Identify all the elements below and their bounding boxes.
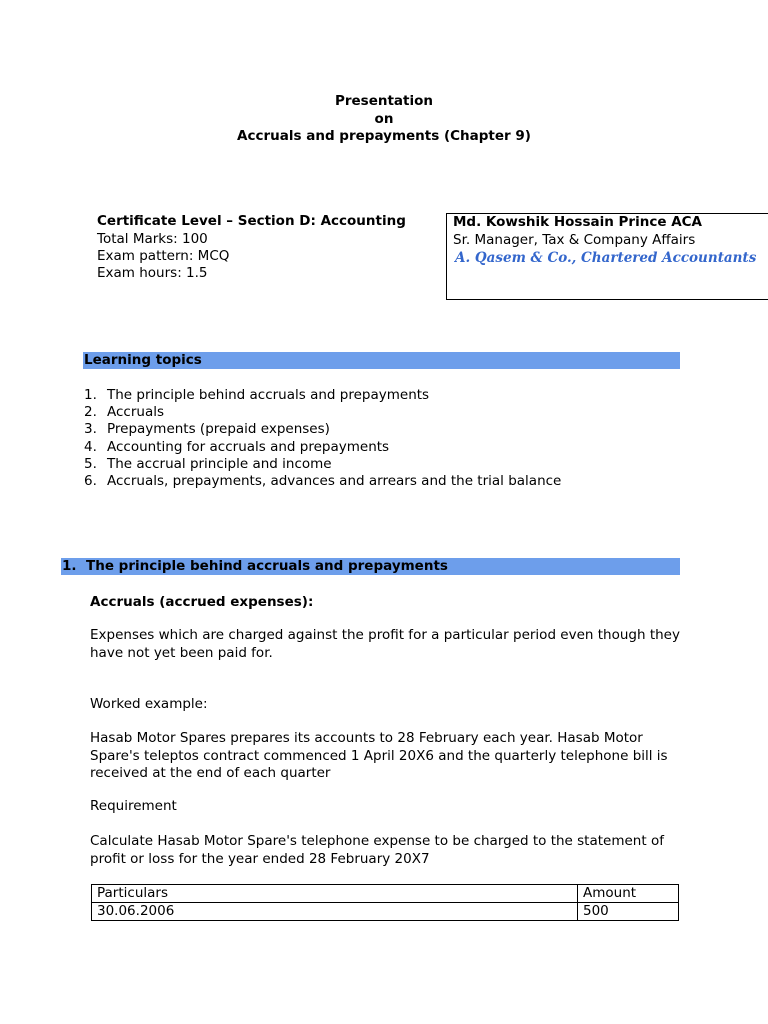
exam-level-title: Certificate Level – Section D: Accounting	[97, 213, 406, 229]
example-text: Hasab Motor Spares prepares its accounts to 28 February each year. Hasab Motor Spare's teleptos contract commenced 1 April 20X6 and the quarterly telephone bill is received at the end of each quarter	[90, 730, 668, 781]
list-item	[84, 387, 561, 404]
list-item	[84, 421, 561, 438]
exam-total-marks: Total Marks: 100	[97, 231, 208, 247]
requirement-label: Requirement	[90, 798, 177, 814]
exam-hours: Exam hours: 1.5	[97, 265, 208, 281]
section-1-heading	[61, 558, 680, 575]
table-cell-amount: 500	[578, 903, 679, 921]
title-line-on: on	[374, 111, 394, 127]
section-1-number: 1.	[62, 558, 77, 574]
presenter-firm: A. Qasem & Co., Chartered Accountants	[455, 250, 757, 266]
worked-example-label: Worked example:	[90, 696, 208, 712]
presenter-name: Md. Kowshik Hossain Prince ACA	[453, 214, 702, 230]
presenter-role: Sr. Manager, Tax & Company Affairs	[453, 232, 696, 248]
table-header-amount: Amount	[578, 885, 679, 903]
learning-topics-list	[84, 387, 561, 490]
requirement-text: Calculate Hasab Motor Spare's telephone expense to be charged to the statement of profit or loss for the year ended 28 February 20X7	[90, 833, 664, 867]
table-row	[92, 903, 679, 921]
list-item	[84, 439, 561, 456]
list-item	[84, 473, 561, 490]
list-item	[84, 404, 561, 421]
section-1-title: The principle behind accruals and prepayments	[86, 558, 448, 574]
list-item-number: 2.	[84, 404, 97, 421]
list-item-number: 4.	[84, 438, 97, 455]
learning-topics-heading	[83, 352, 680, 369]
list-item-text: Accounting for accruals and prepayments	[107, 438, 390, 455]
list-item-number: 1.	[84, 387, 97, 403]
exam-pattern: Exam pattern: MCQ	[97, 248, 230, 264]
document-title: Accruals and prepayments (Chapter 9)	[237, 128, 531, 144]
accruals-subheading: Accruals (accrued expenses):	[90, 594, 314, 610]
list-item-number: 3.	[84, 421, 97, 438]
telephone-expense-table	[91, 884, 679, 921]
learning-topics-label: Learning topics	[84, 352, 202, 368]
list-item-number: 5.	[84, 455, 97, 472]
table-header-row	[92, 885, 679, 903]
table-cell-particulars: 30.06.2006	[92, 903, 578, 921]
list-item-text: The accrual principle and income	[107, 455, 332, 472]
title-line-presentation: Presentation	[334, 93, 434, 109]
presenter-box	[446, 213, 768, 300]
list-item-text: Accruals, prepayments, advances and arrears and the trial balance	[107, 473, 562, 490]
list-item	[84, 456, 561, 473]
list-item-text: Prepayments (prepaid expenses)	[107, 421, 330, 438]
list-item-text: Accruals	[107, 404, 165, 421]
list-item-text: The principle behind accruals and prepayments	[107, 387, 430, 403]
list-item-number: 6.	[84, 473, 97, 490]
table-header-particulars: Particulars	[92, 885, 578, 903]
accruals-definition: Expenses which are charged against the profit for a particular period even though they have not yet been paid for.	[90, 627, 680, 661]
